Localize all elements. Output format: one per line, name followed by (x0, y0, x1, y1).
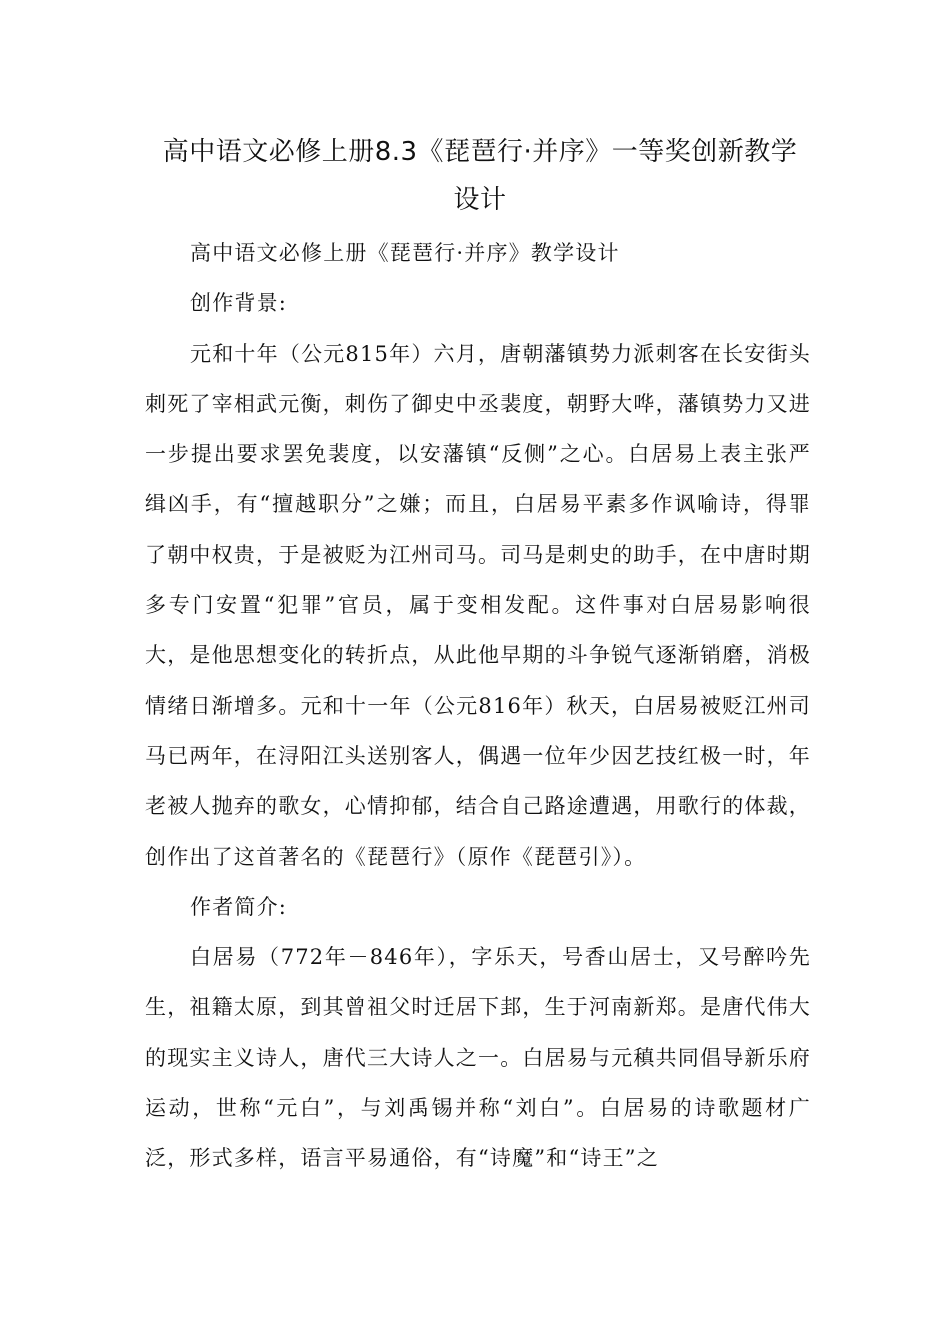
document-body (145, 228, 811, 1184)
document-title-line-2: 设计 (453, 185, 507, 215)
document-subtitle: 高中语文必修上册《琵琶行·并序》教学设计 (190, 241, 620, 265)
author-paragraph: 白居易（772年－846年），字乐天，号香山居士，又号醉吟先生，祖籍太原，到其曾祖父时迁居下邽，生于河南新郑。是唐代伟大的现实主义诗人，唐代三大诗人之一。白居易与元稹共同倡导新乐府运动，世称“元白”，与刘禹锡并称“刘白”。白居易的诗歌题材广泛，形式多样，语言平易通俗，有“诗魔”和“诗王”之 (145, 945, 811, 1171)
document-title (150, 128, 810, 224)
background-paragraph: 元和十年（公元815年）六月，唐朝藩镇势力派刺客在长安街头刺死了宰相武元衡，刺伤了御史中丞裴度，朝野大哗，藩镇势力又进一步提出要求罢免裴度，以安藩镇“反侧”之心。白居易上表主张严缉凶手，有“擅越职分”之嫌；而且，白居易平素多作讽喻诗，得罪了朝中权贵，于是被贬为江州司马。司马是刺史的助手，在中唐时期多专门安置“犯罪”官员，属于变相发配。这件事对白居易影响很大，是他思想变化的转折点，从此他早期的斗争锐气逐渐销磨，消极情绪日渐增多。元和十一年（公元816年）秋天，白居易被贬江州司马已两年，在浔阳江头送别客人，偶遇一位年少因艺技红极一时，年老被人抛弃的歌女，心情抑郁，结合自己路途遭遇，用歌行的体裁，创作出了这首著名的《琵琶行》（原作《琵琶引》）。 (145, 341, 811, 869)
author-heading: 作者简介: (190, 894, 288, 919)
background-heading: 创作背景: (190, 291, 288, 316)
document-title-line-1: 高中语文必修上册8.3《琵琶行·并序》一等奖创新教学 (162, 137, 798, 167)
